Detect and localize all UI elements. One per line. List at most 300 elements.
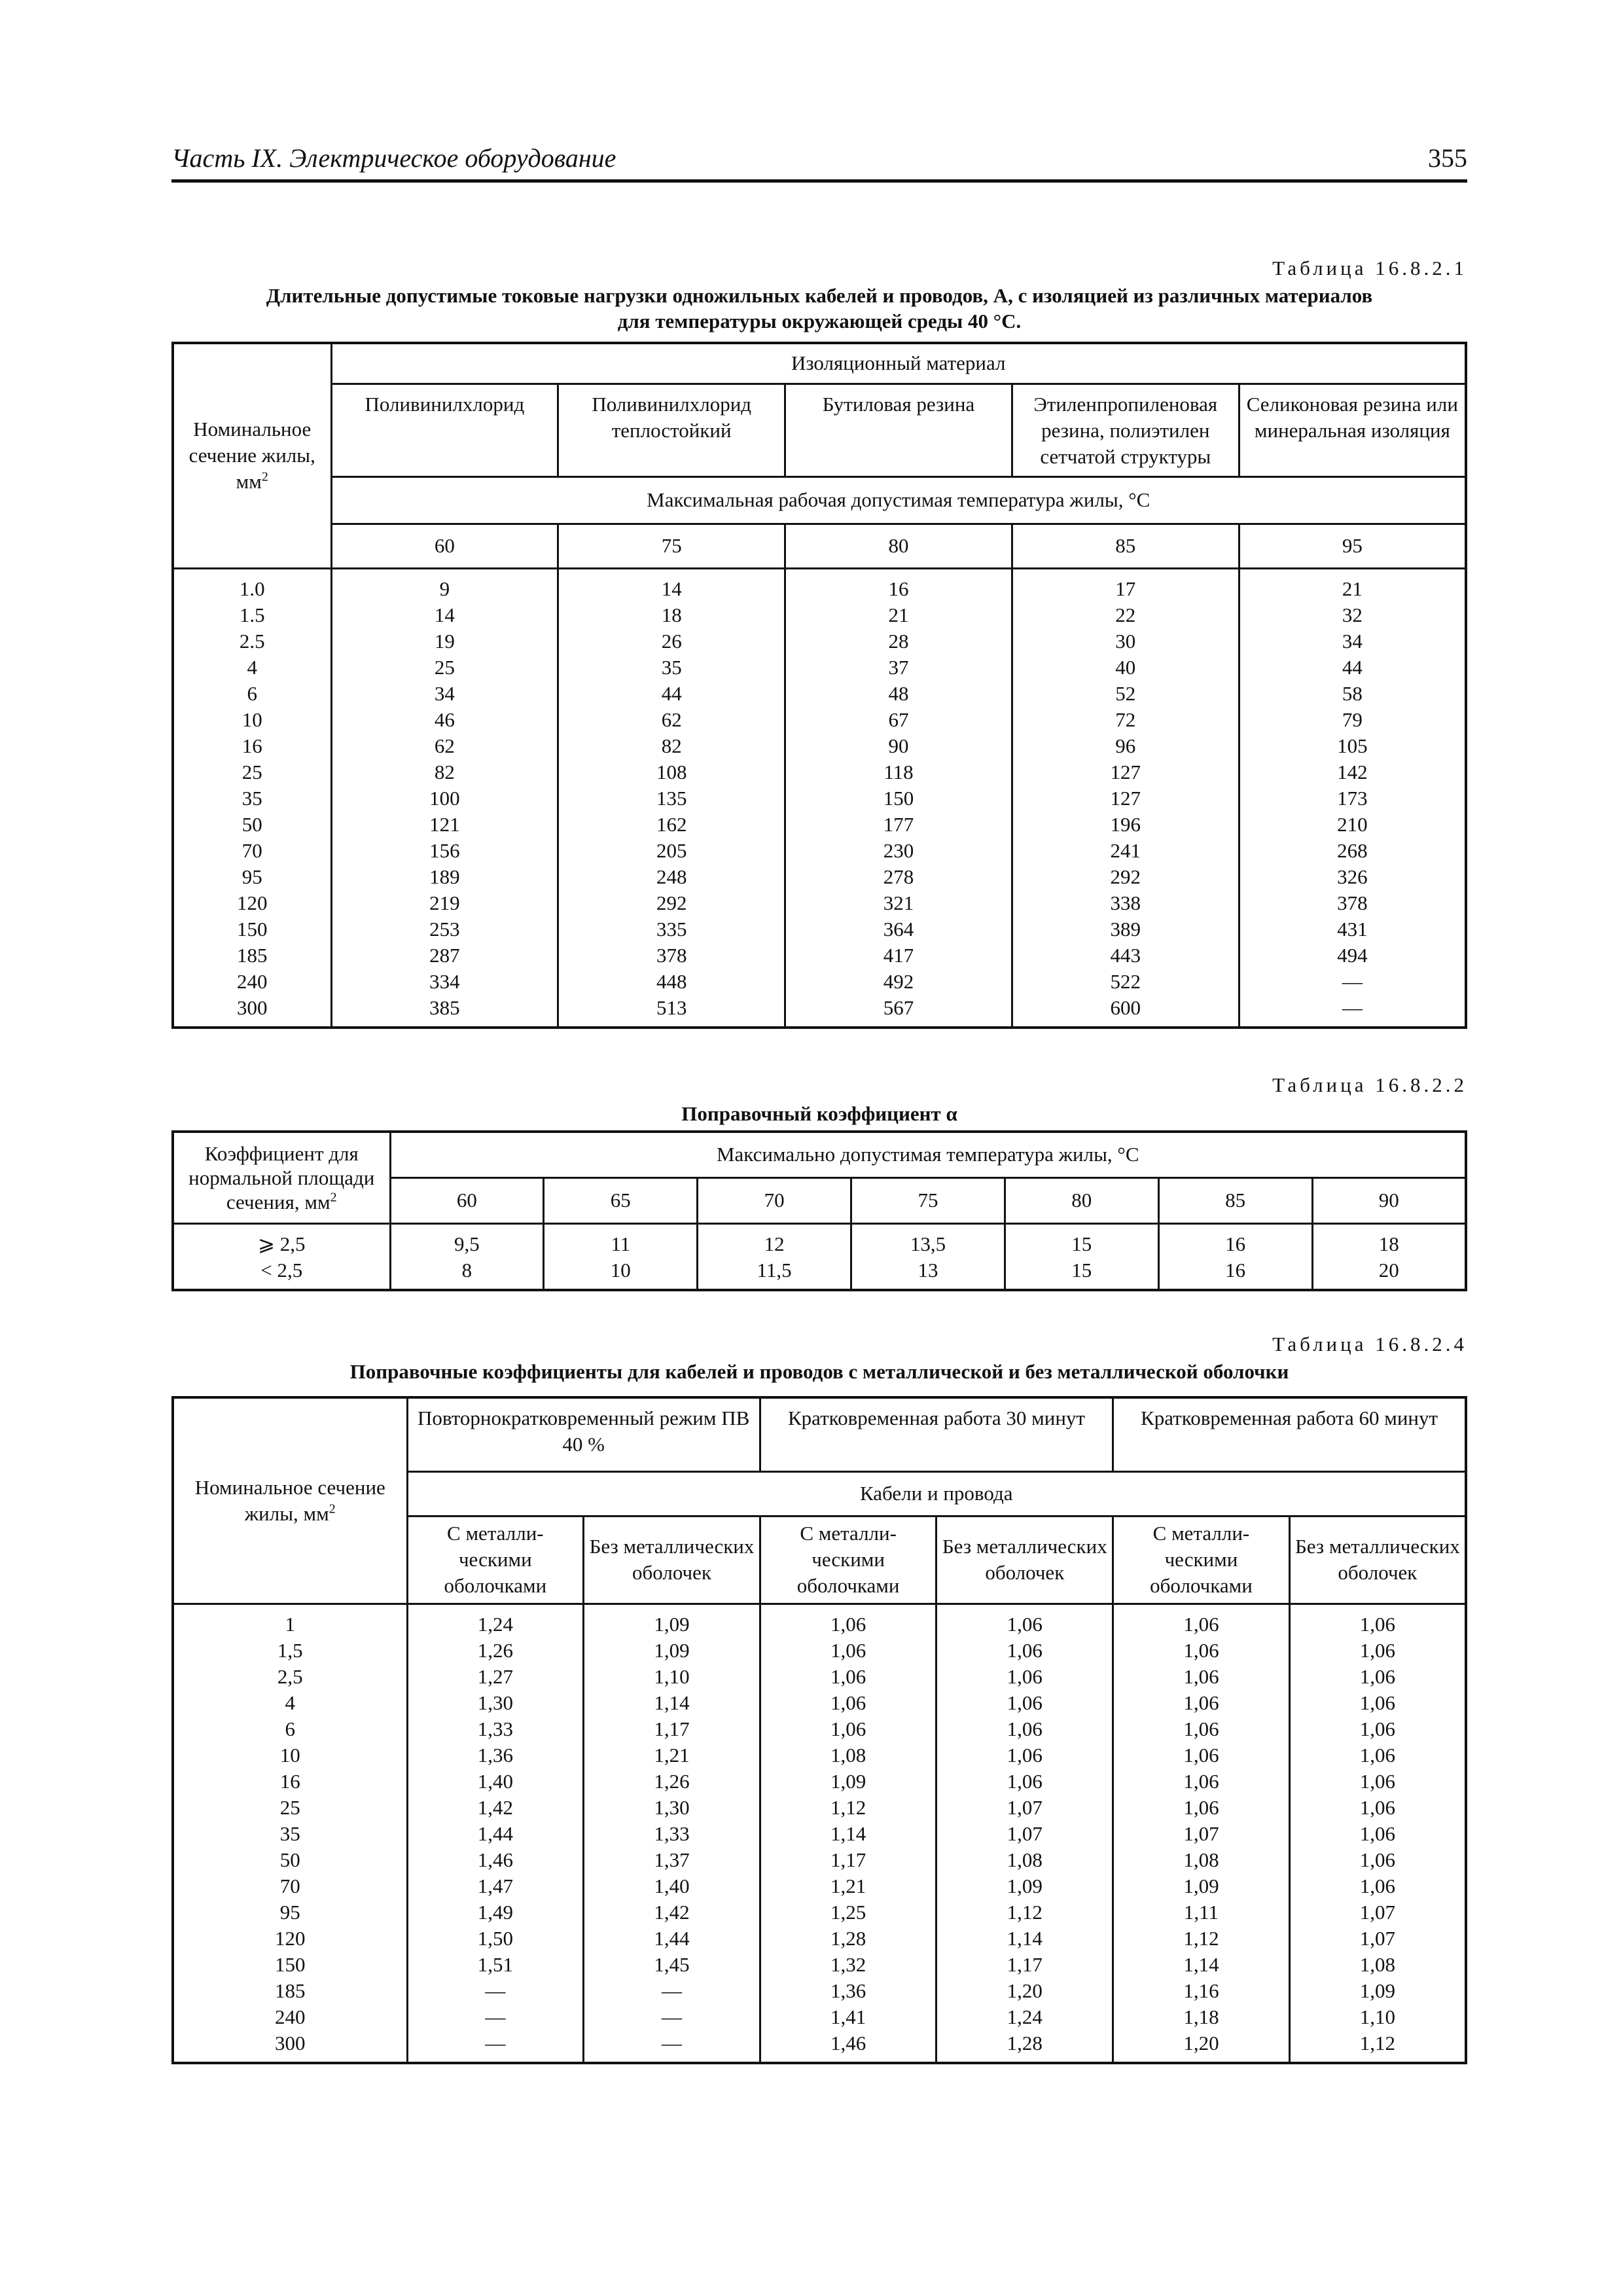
- table-cell: 48: [785, 681, 1012, 707]
- table-cell: 21: [1239, 568, 1466, 602]
- row-label-cell: 150: [173, 916, 331, 942]
- table-cell: 1,06: [936, 1664, 1113, 1690]
- table-row: [173, 628, 1466, 655]
- table-cell: 1,17: [584, 1716, 760, 1742]
- table-cell: 1,50: [407, 1926, 584, 1952]
- table-cell: 1,21: [760, 1873, 936, 1899]
- table-cell: 1,49: [407, 1899, 584, 1926]
- table-cell: 253: [331, 916, 558, 942]
- table-cell: —: [584, 2004, 760, 2030]
- table-row: [173, 1873, 1466, 1899]
- row-label-cell: 70: [173, 1873, 407, 1899]
- table-cell: 79: [1239, 707, 1466, 733]
- row-label-cell: 1.5: [173, 602, 331, 628]
- table1: [171, 342, 1467, 1029]
- table-cell: 431: [1239, 916, 1466, 942]
- table1-temp-value: 80: [785, 524, 1012, 568]
- table3-with-sheath-header: С металли-ческими оболочками: [760, 1516, 936, 1604]
- table-cell: 1,40: [584, 1873, 760, 1899]
- table2-temp-value: 90: [1312, 1177, 1466, 1223]
- table-cell: 142: [1239, 759, 1466, 785]
- table-cell: 46: [331, 707, 558, 733]
- table-cell: 1,36: [760, 1978, 936, 2004]
- table-cell: 1,06: [760, 1638, 936, 1664]
- table-cell: 1,06: [1289, 1847, 1466, 1873]
- table-cell: 1,12: [936, 1899, 1113, 1926]
- table-cell: 127: [1012, 785, 1239, 812]
- table-cell: 16: [1158, 1257, 1312, 1290]
- table1-caption-line2: для температуры окружающей среды 40 °С.: [617, 310, 1022, 332]
- row-label-cell: 185: [173, 1978, 407, 2004]
- table-cell: 12: [698, 1223, 851, 1257]
- table-cell: 321: [785, 890, 1012, 916]
- table-cell: 1,06: [1289, 1742, 1466, 1768]
- table-cell: 417: [785, 942, 1012, 969]
- row-label-cell: 150: [173, 1952, 407, 1978]
- table2-temp-value: 65: [544, 1177, 698, 1223]
- row-label-cell: 35: [173, 1821, 407, 1847]
- row-label-cell: 2,5: [173, 1664, 407, 1690]
- table-cell: 1,28: [936, 2030, 1113, 2063]
- table-cell: 1,44: [584, 1926, 760, 1952]
- table-row: [173, 759, 1466, 785]
- table-cell: —: [407, 2004, 584, 2030]
- table-cell: —: [584, 1978, 760, 2004]
- table-cell: 1,06: [1289, 1638, 1466, 1664]
- table-row: [173, 1978, 1466, 2004]
- table-cell: 443: [1012, 942, 1239, 969]
- table1-group-header: Изоляционный материал: [331, 343, 1466, 384]
- table-cell: 52: [1012, 681, 1239, 707]
- table-cell: 334: [331, 969, 558, 995]
- table-cell: 9: [331, 568, 558, 602]
- table-cell: 600: [1012, 995, 1239, 1028]
- table2-temp-value: 80: [1005, 1177, 1158, 1223]
- table-cell: 1,06: [1289, 1664, 1466, 1690]
- table2-caption: Поправочный коэффициент α: [681, 1102, 957, 1125]
- table-cell: 292: [1012, 864, 1239, 890]
- table-cell: 15: [1005, 1257, 1158, 1290]
- table1-temp-header: Максимальная рабочая допустимая температура жилы, °С: [331, 476, 1466, 524]
- table-cell: 1,26: [407, 1638, 584, 1664]
- table-cell: 1,06: [1113, 1742, 1290, 1768]
- table-row: [173, 1926, 1466, 1952]
- table-cell: 205: [558, 838, 785, 864]
- row-label-cell: 300: [173, 995, 331, 1028]
- row-label-cell: 25: [173, 1795, 407, 1821]
- table-cell: 1,06: [760, 1604, 936, 1638]
- table-cell: 1,47: [407, 1873, 584, 1899]
- table-cell: 1,20: [936, 1978, 1113, 2004]
- table-cell: 16: [1158, 1223, 1312, 1257]
- table-cell: 1,20: [1113, 2030, 1290, 2063]
- table-cell: 1,08: [1113, 1847, 1290, 1873]
- row-label-cell: 120: [173, 890, 331, 916]
- table-row: [173, 1768, 1466, 1795]
- table-cell: 196: [1012, 812, 1239, 838]
- table-row: [173, 568, 1466, 602]
- table-cell: 1,12: [760, 1795, 936, 1821]
- table-cell: 156: [331, 838, 558, 864]
- table-row: [173, 1899, 1466, 1926]
- table-cell: 1,40: [407, 1768, 584, 1795]
- row-label-cell: 95: [173, 1899, 407, 1926]
- table-cell: 1,17: [936, 1952, 1113, 1978]
- table-row: [173, 2004, 1466, 2030]
- table-cell: 1,10: [584, 1664, 760, 1690]
- table3-mode-header: Кратковременная работа 30 минут: [760, 1397, 1113, 1471]
- row-label-cell: 300: [173, 2030, 407, 2063]
- table-cell: 1,14: [584, 1690, 760, 1716]
- table-cell: 173: [1239, 785, 1466, 812]
- table-cell: 1,33: [407, 1716, 584, 1742]
- table2-temp-value: 75: [851, 1177, 1005, 1223]
- table-row: [173, 838, 1466, 864]
- table-cell: 189: [331, 864, 558, 890]
- table-cell: 1,06: [1113, 1690, 1290, 1716]
- table-cell: 1,24: [936, 2004, 1113, 2030]
- table-cell: 35: [558, 655, 785, 681]
- table1-caption: [171, 283, 1467, 334]
- table-cell: 1,06: [1289, 1604, 1466, 1638]
- table1-material-header: Селиконовая резина или минеральная изоляция: [1239, 384, 1466, 476]
- table1-temp-value: 95: [1239, 524, 1466, 568]
- table-cell: 121: [331, 812, 558, 838]
- table-cell: 287: [331, 942, 558, 969]
- table-row: [173, 1716, 1466, 1742]
- table-cell: 96: [1012, 733, 1239, 759]
- table-cell: 10: [544, 1257, 698, 1290]
- table-cell: 1,06: [1113, 1768, 1290, 1795]
- table2-temp-value: 70: [698, 1177, 851, 1223]
- table3-caption: Поправочные коэффициенты для кабелей и проводов с металлической и без металлической оболочки: [349, 1360, 1289, 1383]
- row-label-cell: 1,5: [173, 1638, 407, 1664]
- table-cell: 1,06: [1289, 1821, 1466, 1847]
- row-label-cell: 240: [173, 2004, 407, 2030]
- table-cell: 17: [1012, 568, 1239, 602]
- table-cell: 72: [1012, 707, 1239, 733]
- table2: [171, 1130, 1467, 1291]
- table3-number: Таблица 16.8.2.4: [1272, 1333, 1467, 1355]
- table3-with-sheath-header: С металли-ческими оболочками: [1113, 1516, 1290, 1604]
- table-cell: 1,06: [760, 1690, 936, 1716]
- table-cell: 150: [785, 785, 1012, 812]
- table-cell: 1,32: [760, 1952, 936, 1978]
- table3-without-sheath-header: Без металлических оболочек: [584, 1516, 760, 1604]
- table3-without-sheath-header: Без металлических оболочек: [936, 1516, 1113, 1604]
- table-cell: 364: [785, 916, 1012, 942]
- table-cell: 1,06: [936, 1638, 1113, 1664]
- table-cell: 1,16: [1113, 1978, 1290, 2004]
- table-cell: 34: [331, 681, 558, 707]
- table3-mode-header: Кратковременная работа 60 минут: [1113, 1397, 1466, 1471]
- table-cell: 1,42: [584, 1899, 760, 1926]
- row-label-cell: 4: [173, 1690, 407, 1716]
- table1-temp-value: 75: [558, 524, 785, 568]
- table-cell: 11,5: [698, 1257, 851, 1290]
- table-cell: 1,27: [407, 1664, 584, 1690]
- row-label-cell: 10: [173, 707, 331, 733]
- table2-temp-value: 60: [390, 1177, 544, 1223]
- table-row: [173, 969, 1466, 995]
- table-row: [173, 864, 1466, 890]
- table-cell: 1,06: [936, 1742, 1113, 1768]
- table-cell: 40: [1012, 655, 1239, 681]
- table-cell: 26: [558, 628, 785, 655]
- table-cell: 326: [1239, 864, 1466, 890]
- table-row: [173, 733, 1466, 759]
- table-cell: 1,12: [1289, 2030, 1466, 2063]
- table-cell: 21: [785, 602, 1012, 628]
- table-row: [173, 785, 1466, 812]
- table-cell: 1,06: [1289, 1795, 1466, 1821]
- table-cell: 448: [558, 969, 785, 995]
- row-label-cell: 35: [173, 785, 331, 812]
- table-cell: —: [407, 2030, 584, 2063]
- page-header: [171, 143, 1467, 183]
- table-cell: 34: [1239, 628, 1466, 655]
- table-cell: 1,09: [584, 1604, 760, 1638]
- table-cell: 513: [558, 995, 785, 1028]
- running-title: Часть IX. Электрическое оборудование: [171, 143, 616, 173]
- table-cell: 378: [1239, 890, 1466, 916]
- table3-col-section: Номинальное сечение жилы, $мм^2$: [173, 1397, 407, 1604]
- table-cell: 20: [1312, 1257, 1466, 1290]
- table-cell: 28: [785, 628, 1012, 655]
- table-cell: 13: [851, 1257, 1005, 1290]
- table-cell: 1,14: [936, 1926, 1113, 1952]
- table-row: [173, 942, 1466, 969]
- table-cell: 162: [558, 812, 785, 838]
- table-cell: 1,06: [1289, 1716, 1466, 1742]
- table-cell: 1,18: [1113, 2004, 1290, 2030]
- table-cell: 1,06: [760, 1716, 936, 1742]
- table-cell: —: [407, 1978, 584, 2004]
- table-cell: 494: [1239, 942, 1466, 969]
- table-cell: 1,09: [1113, 1873, 1290, 1899]
- table-cell: 127: [1012, 759, 1239, 785]
- table-row: [173, 707, 1466, 733]
- table-cell: 1,06: [936, 1768, 1113, 1795]
- table3: [171, 1396, 1467, 2064]
- row-label-cell: 25: [173, 759, 331, 785]
- row-label-cell: ⩾ 2,5: [173, 1223, 390, 1257]
- table-cell: 100: [331, 785, 558, 812]
- table-cell: 44: [1239, 655, 1466, 681]
- table-row: [173, 1952, 1466, 1978]
- table-cell: 1,06: [1289, 1690, 1466, 1716]
- table-cell: 90: [785, 733, 1012, 759]
- table-cell: 567: [785, 995, 1012, 1028]
- table-cell: 1,07: [1113, 1821, 1290, 1847]
- table-cell: 492: [785, 969, 1012, 995]
- table-cell: 1,33: [584, 1821, 760, 1847]
- row-label-cell: 6: [173, 1716, 407, 1742]
- table3-cables-header: Кабели и провода: [407, 1471, 1466, 1516]
- table-cell: 335: [558, 916, 785, 942]
- table-cell: 18: [1312, 1223, 1466, 1257]
- table1-material-header: Поливинилхлорид: [331, 384, 558, 476]
- table-cell: 1,45: [584, 1952, 760, 1978]
- table-cell: 1,46: [760, 2030, 936, 2063]
- page-number: 355: [1428, 143, 1467, 173]
- table-cell: 389: [1012, 916, 1239, 942]
- row-label-cell: 6: [173, 681, 331, 707]
- table-cell: 1,28: [760, 1926, 936, 1952]
- table-row: [173, 1604, 1466, 1638]
- row-label-cell: 120: [173, 1926, 407, 1952]
- table-cell: 1,30: [407, 1690, 584, 1716]
- table-cell: 177: [785, 812, 1012, 838]
- row-label-cell: 240: [173, 969, 331, 995]
- table-cell: 82: [331, 759, 558, 785]
- table-cell: 1,09: [1289, 1978, 1466, 2004]
- table-cell: —: [1239, 969, 1466, 995]
- table-cell: 1,41: [760, 2004, 936, 2030]
- table-cell: 135: [558, 785, 785, 812]
- row-label-cell: 10: [173, 1742, 407, 1768]
- table-cell: 25: [331, 655, 558, 681]
- table-cell: 37: [785, 655, 1012, 681]
- table-cell: 278: [785, 864, 1012, 890]
- table-row: [173, 1257, 1466, 1290]
- table-cell: 1,14: [760, 1821, 936, 1847]
- table-cell: 385: [331, 995, 558, 1028]
- table3-mode-header: Повторнократковременный режим ПВ 40 %: [407, 1397, 760, 1471]
- table-row: [173, 681, 1466, 707]
- table-cell: 248: [558, 864, 785, 890]
- table-cell: 1,09: [584, 1638, 760, 1664]
- table-cell: 1,42: [407, 1795, 584, 1821]
- row-label-cell: < 2,5: [173, 1257, 390, 1290]
- table-cell: 1,06: [760, 1664, 936, 1690]
- table-cell: 268: [1239, 838, 1466, 864]
- table2-col-first: Коэффициент для нормальной площади сечения, $мм^2$: [173, 1132, 390, 1223]
- table-cell: 1,06: [1113, 1604, 1290, 1638]
- table-cell: 1,24: [407, 1604, 584, 1638]
- row-label-cell: 70: [173, 838, 331, 864]
- table1-temp-value: 85: [1012, 524, 1239, 568]
- table-cell: —: [1239, 995, 1466, 1028]
- table-row: [173, 1638, 1466, 1664]
- table-cell: 1,06: [1113, 1716, 1290, 1742]
- table-cell: 1,17: [760, 1847, 936, 1873]
- row-label-cell: 185: [173, 942, 331, 969]
- table-cell: 1,07: [936, 1795, 1113, 1821]
- table-cell: 338: [1012, 890, 1239, 916]
- table-cell: 44: [558, 681, 785, 707]
- table-row: [173, 1223, 1466, 1257]
- table-cell: 1,46: [407, 1847, 584, 1873]
- table-row: [173, 1821, 1466, 1847]
- table-cell: 1,14: [1113, 1952, 1290, 1978]
- table-cell: 230: [785, 838, 1012, 864]
- row-label-cell: 16: [173, 1768, 407, 1795]
- table-cell: 14: [558, 568, 785, 602]
- row-label-cell: 1.0: [173, 568, 331, 602]
- table-cell: 82: [558, 733, 785, 759]
- table-cell: 1,06: [1113, 1795, 1290, 1821]
- table1-col-section: Номинальное сечение жилы, $мм^2$: [173, 343, 331, 568]
- table-row: [173, 2030, 1466, 2063]
- table-row: [173, 655, 1466, 681]
- table-cell: 1,26: [584, 1768, 760, 1795]
- table-row: [173, 602, 1466, 628]
- table1-caption-line1: Длительные допустимые токовые нагрузки одножильных кабелей и проводов, А, с изоляцией из различных материалов: [266, 284, 1373, 307]
- table-row: [173, 1847, 1466, 1873]
- table-cell: 32: [1239, 602, 1466, 628]
- row-label-cell: 50: [173, 1847, 407, 1873]
- table1-material-header: Этиленпропиленовая резина, полиэтилен сетчатой структуры: [1012, 384, 1239, 476]
- table-cell: 1,10: [1289, 2004, 1466, 2030]
- table-cell: 1,37: [584, 1847, 760, 1873]
- table-cell: 67: [785, 707, 1012, 733]
- table-cell: 1,36: [407, 1742, 584, 1768]
- row-label-cell: 16: [173, 733, 331, 759]
- table-cell: 378: [558, 942, 785, 969]
- table-cell: 15: [1005, 1223, 1158, 1257]
- table-cell: 1,06: [1289, 1768, 1466, 1795]
- table-cell: 58: [1239, 681, 1466, 707]
- table-cell: 1,08: [760, 1742, 936, 1768]
- row-label-cell: 1: [173, 1604, 407, 1638]
- table-cell: 1,09: [760, 1768, 936, 1795]
- table2-number: Таблица 16.8.2.2: [1272, 1073, 1467, 1096]
- table-cell: 22: [1012, 602, 1239, 628]
- table-cell: 1,12: [1113, 1926, 1290, 1952]
- table-cell: 1,30: [584, 1795, 760, 1821]
- table-cell: 16: [785, 568, 1012, 602]
- table-cell: 30: [1012, 628, 1239, 655]
- table-cell: 1,51: [407, 1952, 584, 1978]
- table-row: [173, 890, 1466, 916]
- table-cell: 1,11: [1113, 1899, 1290, 1926]
- table-cell: 14: [331, 602, 558, 628]
- table-cell: 292: [558, 890, 785, 916]
- table1-temp-value: 60: [331, 524, 558, 568]
- table-row: [173, 995, 1466, 1028]
- table-cell: 1,44: [407, 1821, 584, 1847]
- table-cell: —: [584, 2030, 760, 2063]
- table-cell: 1,06: [1113, 1638, 1290, 1664]
- table1-number: Таблица 16.8.2.1: [1272, 257, 1467, 279]
- row-label-cell: 2.5: [173, 628, 331, 655]
- table-row: [173, 1742, 1466, 1768]
- table2-temp-value: 85: [1158, 1177, 1312, 1223]
- table-cell: 1,06: [1289, 1873, 1466, 1899]
- table1-material-header: Поливинилхлорид теплостойкий: [558, 384, 785, 476]
- table-cell: 241: [1012, 838, 1239, 864]
- table-cell: 62: [331, 733, 558, 759]
- table-cell: 1,06: [936, 1604, 1113, 1638]
- table-cell: 1,06: [936, 1716, 1113, 1742]
- table-cell: 1,07: [1289, 1899, 1466, 1926]
- table-cell: 1,21: [584, 1742, 760, 1768]
- table-row: [173, 1795, 1466, 1821]
- table-cell: 105: [1239, 733, 1466, 759]
- table-row: [173, 1664, 1466, 1690]
- table-cell: 1,25: [760, 1899, 936, 1926]
- table-cell: 9,5: [390, 1223, 544, 1257]
- table-cell: 1,08: [936, 1847, 1113, 1873]
- table-cell: 1,08: [1289, 1952, 1466, 1978]
- table-cell: 210: [1239, 812, 1466, 838]
- row-label-cell: 50: [173, 812, 331, 838]
- row-label-cell: 4: [173, 655, 331, 681]
- table-row: [173, 916, 1466, 942]
- table-cell: 1,06: [936, 1690, 1113, 1716]
- table1-material-header: Бутиловая резина: [785, 384, 1012, 476]
